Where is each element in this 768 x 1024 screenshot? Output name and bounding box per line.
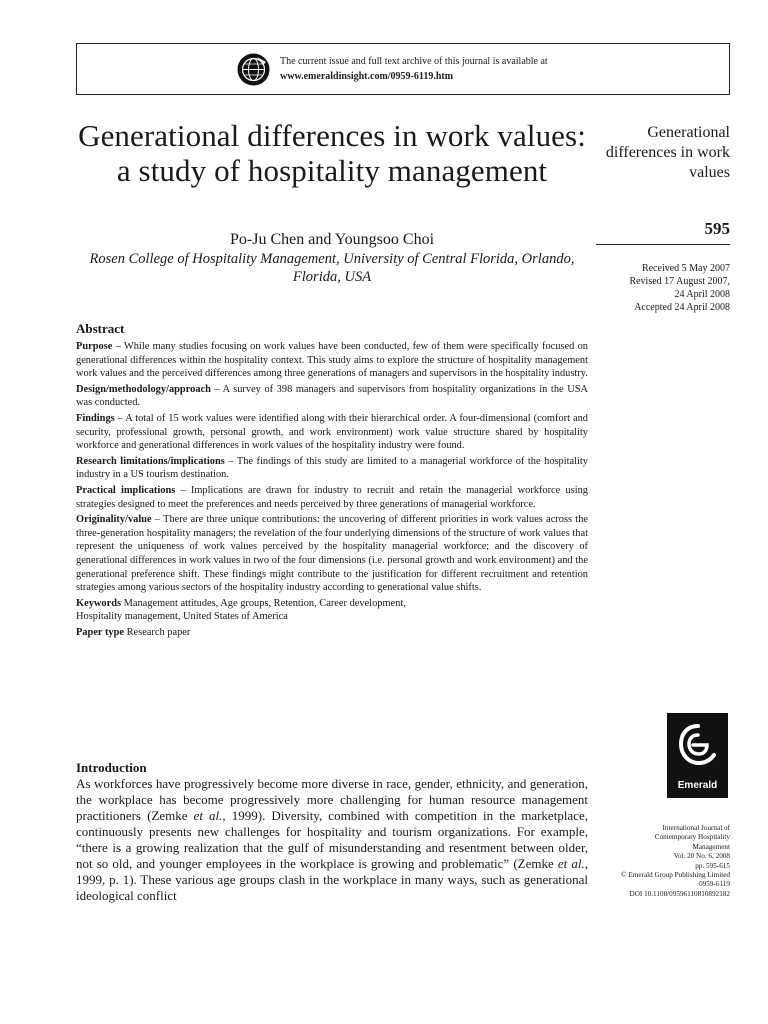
- label: Paper type: [76, 626, 125, 638]
- abstract-practical: [76, 484, 588, 511]
- journal-url[interactable]: www.emeraldinsight.com/0959-6119.htm: [280, 71, 454, 82]
- emerald-logo-icon: [678, 722, 718, 772]
- text: As workforces have progressively become more diverse in race, gender, ethnicity, and generation, the workplace has become progressively more challenging for human resource management practitioners (Zemke: [76, 776, 588, 823]
- text: , 1999, p. 1). These various age groups clash in the workplace in many ways, such as generational ideological conflict: [76, 856, 588, 903]
- text: et al.: [193, 808, 223, 823]
- revised-date: Revised 17 August 2007,: [629, 276, 730, 287]
- divider: [596, 244, 730, 245]
- journal-line: pp. 595-615: [695, 861, 730, 870]
- paper-type: [76, 626, 588, 640]
- abstract-design: [76, 383, 588, 410]
- text: et al.: [557, 856, 585, 871]
- abstract-findings: [76, 412, 588, 453]
- affiliation: Rosen College of Hospitality Management, University of Central Florida, Orlando, Florida, USA: [89, 251, 575, 285]
- journal-line: Management: [692, 842, 730, 851]
- label: Keywords: [76, 597, 122, 609]
- banner-line: The current issue and full text archive of this journal is available at: [280, 56, 548, 67]
- label: Design/methodology/approach: [76, 383, 211, 395]
- text: – A survey of 398 managers and supervisors from hospitality organizations in the USA was conducted.: [76, 383, 588, 409]
- page-number: 595: [704, 219, 730, 238]
- label: Purpose: [76, 341, 113, 352]
- intro-heading: Introduction: [76, 760, 147, 775]
- journal-info: [590, 824, 730, 899]
- journal-line: DOI 10.1108/09596110810892182: [629, 889, 730, 898]
- label: Findings: [76, 412, 115, 424]
- text: – There are three unique contributions: the uncovering of different priorities in work values across the three-generation hospitality managers; the revelation of the four underlying dimensions of the structure of work values that represent the uniqueness of work values perceived by the hospitality managerial workforce; and the discovery of generational differences in work values in two of the four dimensions (i.e. personal growth and work environment) and the generational preference shift. These findings might contribute to the justification for different recruitment and retention strategies among various sectors of the hospitality industry according to generational value shifts.: [76, 514, 588, 594]
- text: , 1999). Diversity, combined with competition in the marketplace, continuously presents new challenges for hospitality and tourism organizations. For example, “there is a growing realization that the gulf of misunderstanding and resentment between older, not so old, and younger employees in the workplace is growing and problematic” (Zemke: [76, 808, 588, 871]
- journal-line: International Journal of: [662, 824, 730, 832]
- running-title: Generational differences in work values: [605, 124, 730, 181]
- label: Practical implications: [76, 484, 176, 496]
- abstract-limitations: [76, 455, 588, 482]
- introduction: [76, 760, 588, 904]
- journal-line: © Emerald Group Publishing Limited: [621, 871, 730, 880]
- abstract-heading: Abstract: [76, 321, 125, 336]
- authors: Po-Ju Chen and Youngsoo Choi: [229, 231, 435, 248]
- emerald-logo: [667, 713, 728, 798]
- text: – Implications are drawn for industry to recruit and retain the managerial workforce using strategies designed to meet the preferences and needs perceived by three generations of managerial workforce.: [76, 484, 588, 510]
- journal-line: Vol. 20 No. 6, 2008: [673, 852, 730, 861]
- text: – The findings of this study are limited to a managerial workforce of the hospitality industry in a US tourism destination.: [76, 455, 588, 481]
- text: Management attitudes, Age groups, Retention, Career development,: [121, 597, 406, 609]
- label: Research limitations/implications: [76, 455, 225, 467]
- journal-line: 0959-6119: [699, 880, 730, 889]
- abstract-purpose: [76, 340, 588, 381]
- label: Originality/value: [76, 514, 152, 526]
- journal-banner: [76, 43, 730, 95]
- globe-icon: [237, 53, 270, 86]
- history-dates: [596, 262, 730, 314]
- received-date: Received 5 May 2007: [641, 263, 730, 274]
- journal-line: Contemporary Hospitality: [654, 833, 730, 842]
- text: Research paper: [124, 626, 191, 638]
- logo-text: Emerald: [677, 780, 718, 791]
- article-title: Generational differences in work values: a study of hospitality management: [78, 118, 586, 188]
- banner-text: [280, 54, 548, 84]
- accepted-date: Accepted 24 April 2008: [634, 302, 730, 313]
- keywords: [76, 597, 588, 624]
- intro-paragraph: [76, 776, 588, 904]
- text: – A total of 15 work values were identified along with their hierarchical order. A four-dimensional (comfort and security, professional growth, personal growth, and work environment) work value structure shared by hospitality workforce and generational differences in work values of the hospitality industry were found.: [76, 412, 588, 452]
- text: Hospitality management, United States of America: [76, 611, 288, 623]
- revised-date-2: 24 April 2008: [674, 289, 730, 300]
- abstract-originality: [76, 513, 588, 595]
- text: – While many studies focusing on work values have been conducted, few of them were specifically focused on generational differences within the hospitality context. This study aims to explore the structure of hospitality management work values and the perceived differences among three generations of managers and supervisors in the hospitality industry.: [76, 341, 588, 380]
- abstract: [76, 321, 588, 641]
